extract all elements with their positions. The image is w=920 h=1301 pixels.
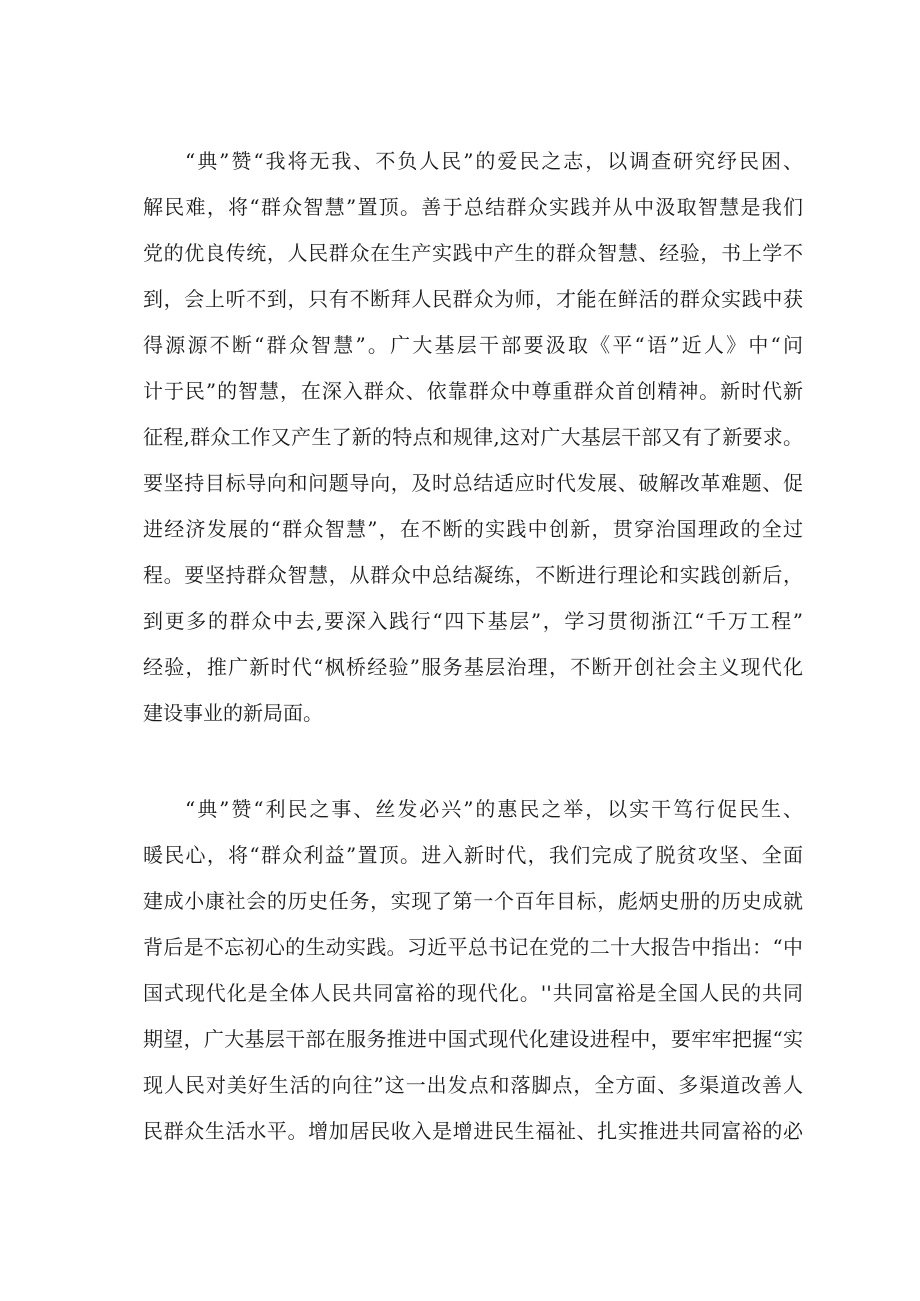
paragraph-line: 国式现代化是全体人民共同富裕的现代化。''共同富裕是全国人民的共同	[143, 981, 803, 1005]
paragraph-line: “典”赞“利民之事、丝发必兴”的惠民之举，以实干笃行促民生、	[185, 797, 803, 821]
paragraph-line: 征程,群众工作又产生了新的特点和规律,这对广大基层干部又有了新要求。	[143, 425, 803, 449]
paragraph-line: 进经济发展的“群众智慧”，在不断的实践中创新，贯穿治国理政的全过	[143, 517, 803, 541]
paragraph-line: 建成小康社会的历史任务，实现了第一个百年目标，彪炳史册的历史成就	[143, 889, 803, 913]
paragraph-line: 要坚持目标导向和问题导向，及时总结适应时代发展、破解改革难题、促	[143, 471, 803, 495]
paragraph-line: 背后是不忘初心的生动实践。习近平总书记在党的二十大报告中指出：“中	[143, 935, 803, 959]
paragraph-line: 到更多的群众中去,要深入践行“四下基层”，学习贯彻浙江“千万工程”	[143, 609, 803, 633]
paragraph-1	[143, 138, 803, 736]
paragraph-line: 建设事业的新局面。	[143, 701, 323, 725]
paragraph-line: 程。要坚持群众智慧，从群众中总结凝练，不断进行理论和实践创新后，	[143, 563, 803, 587]
paragraph-line: 得源源不断“群众智慧”。广大基层干部要汲取《平“语”近人》中“问	[143, 333, 803, 357]
paragraph-line: 到，会上听不到，只有不断拜人民群众为师，才能在鲜活的群众实践中获	[143, 287, 803, 311]
paragraph-line: 现人民对美好生活的向往”这一出发点和落脚点，全方面、多渠道改善人	[143, 1073, 803, 1097]
paragraph-line: 暖民心，将“群众利益”置顶。进入新时代，我们完成了脱贫攻坚、全面	[143, 843, 803, 867]
paragraph-2	[143, 786, 803, 1154]
paragraph-line: 计于民”的智慧，在深入群众、依靠群众中尊重群众首创精神。新时代新	[143, 379, 803, 403]
paragraph-line: 党的优良传统，人民群众在生产实践中产生的群众智慧、经验，书上学不	[143, 241, 803, 265]
paragraph-line: 民群众生活水平。增加居民收入是增进民生福祉、扎实推进共同富裕的必	[143, 1119, 803, 1143]
paragraph-line: 期望，广大基层干部在服务推进中国式现代化建设进程中，要牢牢把握“实	[143, 1027, 803, 1051]
paragraph-line: 经验，推广新时代“枫桥经验”服务基层治理，不断开创社会主义现代化	[143, 655, 803, 679]
paragraph-line: 解民难，将“群众智慧”置顶。善于总结群众实践并从中汲取智慧是我们	[143, 195, 803, 219]
paragraph-line: “典”赞“我将无我、不负人民”的爱民之志，以调查研究纾民困、	[185, 149, 803, 173]
